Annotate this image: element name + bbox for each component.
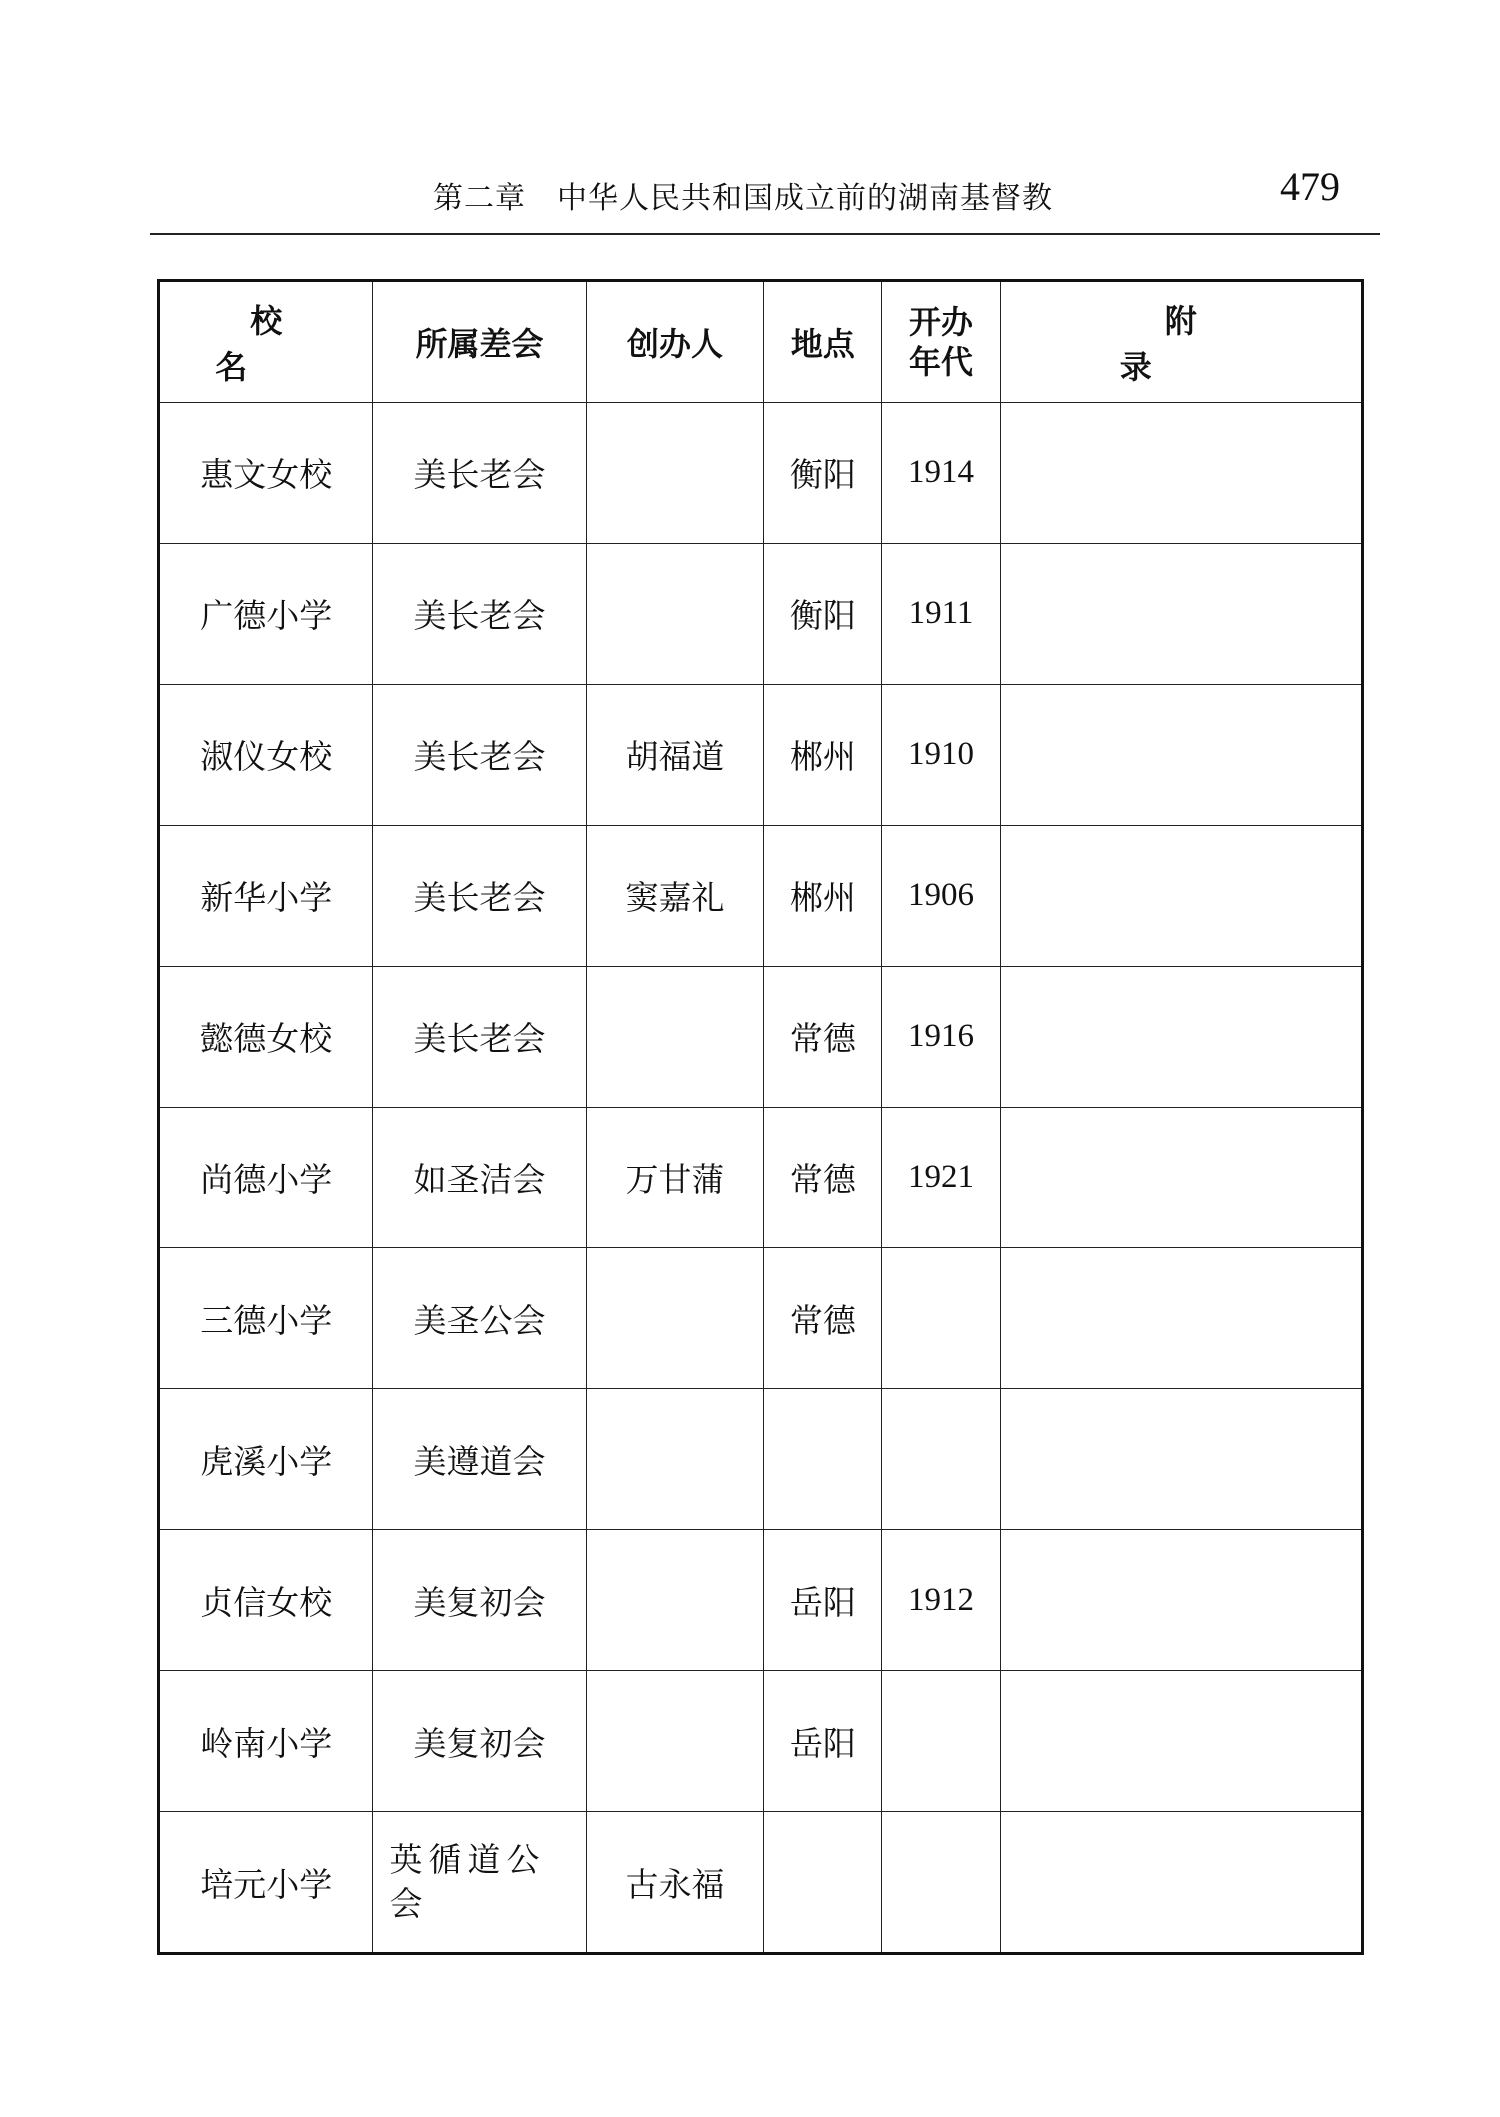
cell-mission: 美圣公会 <box>373 1248 586 1389</box>
table-row <box>159 1107 1363 1248</box>
cell-year <box>882 1389 1000 1530</box>
cell-year <box>882 1248 1000 1389</box>
cell-notes <box>1000 1389 1362 1530</box>
cell-mission: 美复初会 <box>373 1671 586 1812</box>
table-row <box>159 1671 1363 1812</box>
cell-mission: 美遵道会 <box>373 1389 586 1530</box>
cell-name: 培元小学 <box>159 1812 373 1954</box>
cell-mission-text: 英循道公会 <box>389 1840 546 1924</box>
cell-mission: 美复初会 <box>373 1530 586 1671</box>
cell-name: 岭南小学 <box>159 1671 373 1812</box>
cell-founder <box>586 403 764 544</box>
cell-location: 衡阳 <box>764 543 882 684</box>
table-row <box>159 543 1363 684</box>
cell-notes <box>1000 1671 1362 1812</box>
table-row <box>159 1812 1363 1954</box>
cell-year: 1916 <box>882 966 1000 1107</box>
table-row <box>159 1389 1363 1530</box>
cell-year: 1911 <box>882 543 1000 684</box>
table-row <box>159 825 1363 966</box>
cell-year <box>882 1671 1000 1812</box>
cell-year: 1910 <box>882 684 1000 825</box>
column-header-founder: 创办人 <box>586 281 764 403</box>
cell-notes <box>1000 1530 1362 1671</box>
cell-year: 1912 <box>882 1530 1000 1671</box>
cell-location: 衡阳 <box>764 403 882 544</box>
cell-founder: 万甘蒲 <box>586 1107 764 1248</box>
cell-founder <box>586 1530 764 1671</box>
cell-notes <box>1000 684 1362 825</box>
cell-notes <box>1000 825 1362 966</box>
cell-location: 常德 <box>764 966 882 1107</box>
schools-table <box>157 279 1409 1955</box>
running-head <box>150 163 1380 235</box>
table-row <box>159 966 1363 1107</box>
cell-mission: 美长老会 <box>373 966 586 1107</box>
cell-notes <box>1000 543 1362 684</box>
cell-mission: 如圣洁会 <box>373 1107 586 1248</box>
cell-name: 新华小学 <box>159 825 373 966</box>
cell-founder <box>586 966 764 1107</box>
cell-location: 常德 <box>764 1248 882 1389</box>
table-row <box>159 684 1363 825</box>
running-title: 第二章 中华人民共和国成立前的湖南基督教 <box>433 181 1053 216</box>
cell-mission: 美长老会 <box>373 825 586 966</box>
column-header-notes: 附 录 <box>1000 281 1362 403</box>
cell-location: 岳阳 <box>764 1671 882 1812</box>
cell-location <box>764 1812 882 1954</box>
cell-year: 1906 <box>882 825 1000 966</box>
cell-founder <box>586 1389 764 1530</box>
column-header-location: 地点 <box>764 281 882 403</box>
cell-founder <box>586 543 764 684</box>
cell-mission <box>373 1812 586 1954</box>
cell-notes <box>1000 966 1362 1107</box>
cell-location <box>764 1389 882 1530</box>
cell-name: 贞信女校 <box>159 1530 373 1671</box>
cell-year: 1921 <box>882 1107 1000 1248</box>
table-row <box>159 403 1363 544</box>
cell-name: 惠文女校 <box>159 403 373 544</box>
cell-founder: 胡福道 <box>586 684 764 825</box>
page-number: 479 <box>1280 164 1340 209</box>
cell-founder: 窦嘉礼 <box>586 825 764 966</box>
cell-notes <box>1000 1107 1362 1248</box>
cell-founder <box>586 1248 764 1389</box>
cell-name: 懿德女校 <box>159 966 373 1107</box>
cell-mission: 美长老会 <box>373 403 586 544</box>
cell-mission: 美长老会 <box>373 684 586 825</box>
column-header-year: 开办年代 <box>882 281 1000 403</box>
column-header-name: 校 名 <box>159 281 373 403</box>
cell-name: 广德小学 <box>159 543 373 684</box>
cell-name: 尚德小学 <box>159 1107 373 1248</box>
cell-location: 常德 <box>764 1107 882 1248</box>
cell-location: 郴州 <box>764 684 882 825</box>
cell-mission: 美长老会 <box>373 543 586 684</box>
table-header-row <box>159 281 1363 403</box>
cell-name: 淑仪女校 <box>159 684 373 825</box>
cell-location: 岳阳 <box>764 1530 882 1671</box>
table-row <box>159 1530 1363 1671</box>
table-row <box>159 1248 1363 1389</box>
cell-location: 郴州 <box>764 825 882 966</box>
cell-name: 虎溪小学 <box>159 1389 373 1530</box>
cell-year <box>882 1812 1000 1954</box>
column-header-mission: 所属差会 <box>373 281 586 403</box>
cell-notes <box>1000 1812 1362 1954</box>
cell-name: 三德小学 <box>159 1248 373 1389</box>
cell-year: 1914 <box>882 403 1000 544</box>
cell-founder <box>586 1671 764 1812</box>
cell-notes <box>1000 403 1362 544</box>
cell-founder: 古永福 <box>586 1812 764 1954</box>
cell-notes <box>1000 1248 1362 1389</box>
